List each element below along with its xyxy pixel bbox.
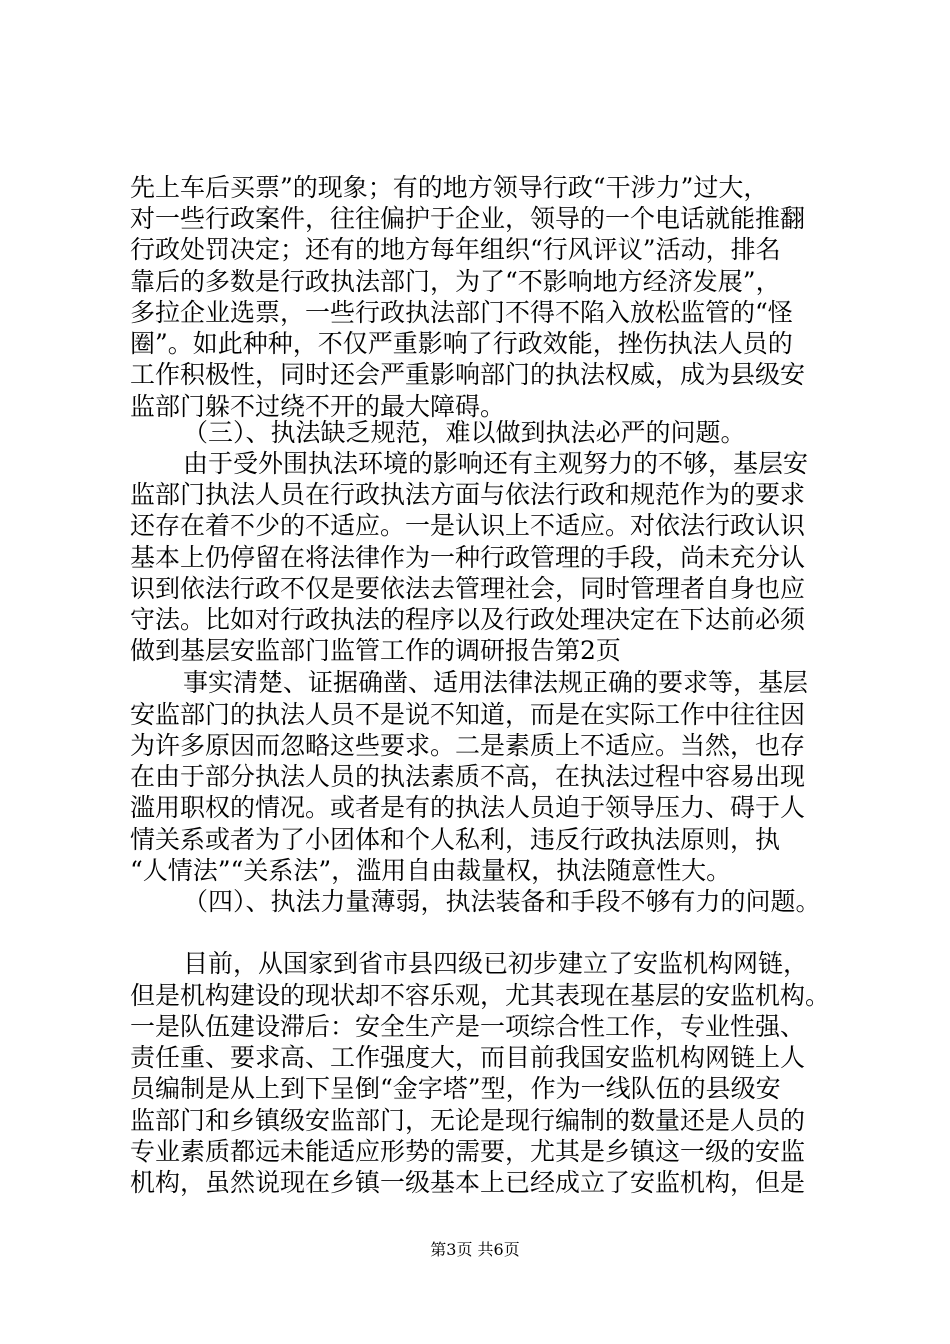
text-line-32: 机构，虽然说现在乡镇一级基本上已经成立了安监机构，但是 — [130, 1168, 806, 1197]
text-line-18: 安监部门的执法人员不是说不知道，而是在实际工作中往往因 — [130, 700, 806, 729]
text-line-12: 还存在着不少的不适应。一是认识上不适应。对依法行政认识 — [130, 511, 806, 540]
text-line-13: 基本上仍停留在将法律作为一种行政管理的手段，尚未充分认 — [130, 543, 806, 572]
text-line-23: “人情法”“关系法”，滥用自由裁量权，执法随意性大。 — [130, 856, 732, 885]
text-line-26: 但是机构建设的现状却不容乐观，尤其表现在基层的安监机构。 — [130, 981, 831, 1010]
text-line-27: 一是队伍建设滞后：安全生产是一项综合性工作，专业性强、 — [130, 1012, 806, 1041]
text-line-8: 监部门躲不过绕不开的最大障碍。 — [130, 392, 506, 421]
text-line-29: 员编制是从上到下呈倒“金字塔”型，作为一线队伍的县级安 — [130, 1074, 781, 1103]
text-line-21: 滥用职权的情况。或者是有的执法人员迫于领导压力、碍于人 — [130, 793, 806, 822]
text-line-14: 识到依法行政不仅是要依法去管理社会，同时管理者自身也应 — [130, 574, 806, 603]
paragraph-start-line: 事实清楚、证据确凿、适用法律法规正确的要求等，基层 — [183, 668, 809, 697]
text-line-19: 为许多原因而忽略这些要求。二是素质上不适应。当然，也存 — [130, 731, 806, 760]
text-line-30: 监部门和乡镇级安监部门，无论是现行编制的数量还是人员的 — [130, 1106, 806, 1135]
text-line-20: 在由于部分执法人员的执法素质不高，在执法过程中容易出现 — [130, 762, 806, 791]
text-line-4: 靠后的多数是行政执法部门，为了“不影响地方经济发展”， — [130, 267, 781, 296]
text-line-2: 对一些行政案件，往往偏护于企业，领导的一个电话就能推翻 — [130, 204, 806, 233]
section-heading-3: （三）、执法缺乏规范，难以做到执法必严的问题。 — [183, 418, 746, 447]
section-heading-4: （四）、执法力量薄弱，执法装备和手段不够有力的问题。 — [183, 887, 821, 916]
page-footer: 第3页 共6页 — [430, 1240, 520, 1259]
text-line-15: 守法。比如对行政执法的程序以及行政处理决定在下达前必须 — [130, 605, 806, 634]
text-line-16: 做到基层安监部门监管工作的调研报告第2页 — [130, 636, 621, 665]
text-line-11: 监部门执法人员在行政执法方面与依法行政和规范作为的要求 — [130, 480, 806, 509]
paragraph-start-line: 由于受外围执法环境的影响还有主观努力的不够，基层安 — [183, 449, 809, 478]
text-line-7: 工作积极性，同时还会严重影响部门的执法权威，成为县级安 — [130, 360, 806, 389]
text-line-31: 专业素质都远未能适应形势的需要，尤其是乡镇这一级的安监 — [130, 1137, 806, 1166]
paragraph-start-line: 目前，从国家到省市县四级已初步建立了安监机构网链， — [183, 949, 809, 978]
text-line-5: 多拉企业选票，一些行政执法部门不得不陷入放松监管的“怪 — [130, 298, 793, 327]
text-line-28: 责任重、要求高、工作强度大，而目前我国安监机构网链上人 — [130, 1043, 806, 1072]
text-line-3: 行政处罚决定；还有的地方每年组织“行风评议”活动，排名 — [130, 235, 781, 264]
text-line-22: 情关系或者为了小团体和个人私利，违反行政执法原则，执 — [130, 825, 781, 854]
text-line-6: 圈”。如此种种，不仅严重影响了行政效能，挫伤执法人员的 — [130, 329, 793, 358]
text-line-1: 先上车后买票”的现象；有的地方领导行政“干涉力”过大， — [130, 173, 769, 202]
